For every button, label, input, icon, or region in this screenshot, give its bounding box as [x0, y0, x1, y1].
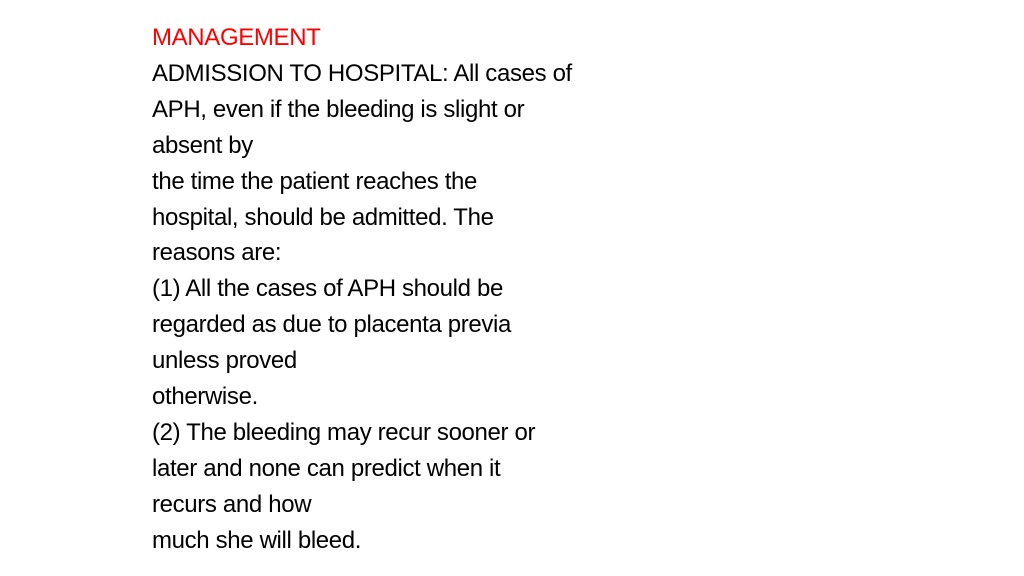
- text-line: hospital, should be admitted. The: [152, 203, 494, 231]
- text-line: (1) All the cases of APH should be: [152, 275, 503, 303]
- text-line: recurs and how: [152, 490, 312, 518]
- text-line: the time the patient reaches the: [152, 167, 478, 195]
- text-line: reasons are:: [152, 239, 282, 267]
- text-line: absent by: [152, 131, 253, 159]
- text-body: [152, 20, 632, 559]
- text-line: unless proved: [152, 347, 297, 375]
- text-line: later and none can predict when it: [152, 454, 501, 482]
- text-line: ADMISSION TO HOSPITAL: All cases of: [152, 59, 572, 87]
- slide-heading: MANAGEMENT: [152, 24, 321, 51]
- text-line: APH, even if the bleeding is slight or: [152, 95, 525, 123]
- text-line: much she will bleed.: [152, 526, 362, 554]
- text-line: (2) The bleeding may recur sooner or: [152, 418, 536, 446]
- text-line: regarded as due to placenta previa: [152, 311, 512, 339]
- text-line: otherwise.: [152, 383, 258, 411]
